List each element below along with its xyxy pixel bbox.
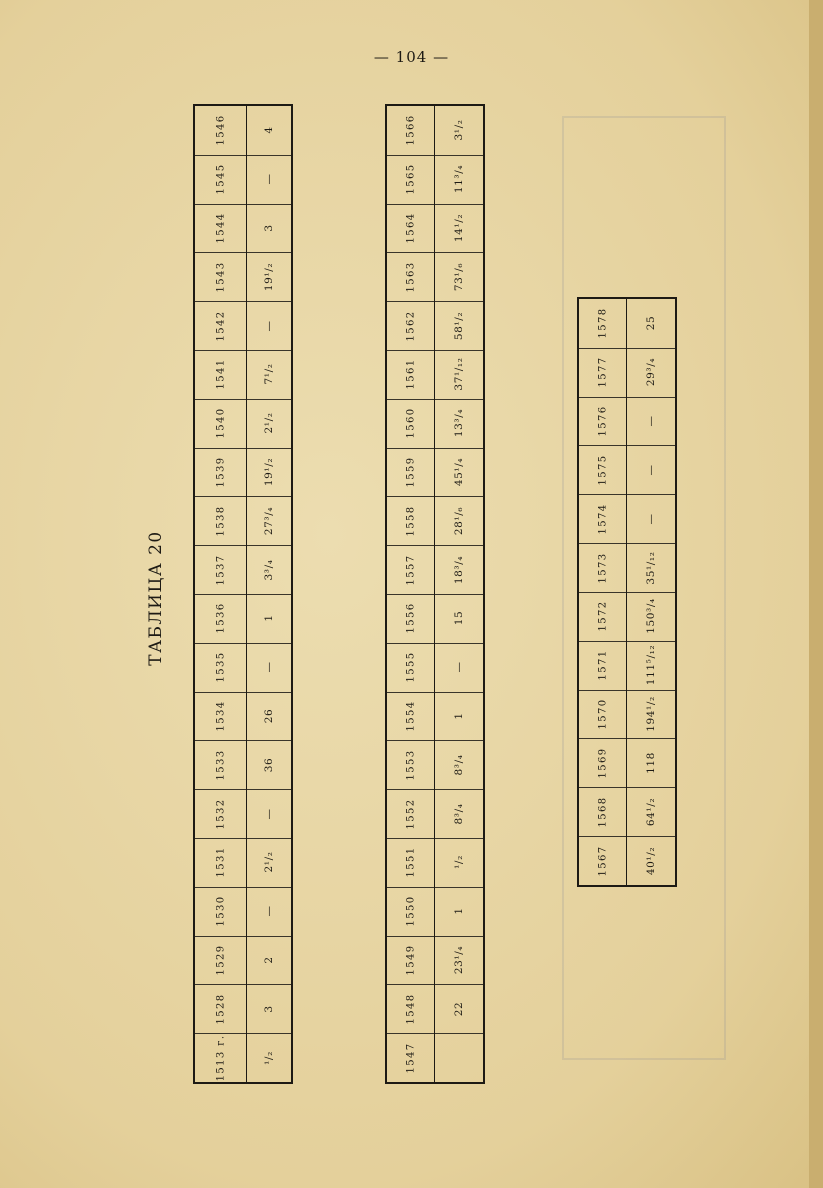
value-cell (435, 789, 483, 839)
value-label: 1 (263, 614, 275, 623)
value-cell (247, 252, 291, 302)
value-label: — (263, 808, 275, 820)
year-label: 1561 (405, 358, 416, 390)
year-cell (387, 301, 434, 351)
year-cell (387, 399, 434, 449)
value-cell (627, 592, 675, 642)
value-cell (247, 545, 291, 595)
year-label: 1571 (597, 649, 608, 681)
year-cell (579, 739, 626, 789)
year-cell (387, 789, 434, 839)
year-cell (195, 1033, 246, 1082)
years-row (579, 299, 627, 885)
value-label: 2 (263, 956, 275, 964)
year-label: 1576 (597, 405, 608, 437)
values-row (435, 106, 483, 1082)
year-cell (195, 545, 246, 595)
year-cell (387, 545, 434, 595)
value-label: 64¹/₂ (645, 797, 657, 826)
year-label: 1563 (405, 261, 416, 293)
year-cell (387, 448, 434, 498)
value-cell (435, 496, 483, 546)
value-label: — (263, 905, 275, 917)
year-label: 1533 (215, 749, 226, 781)
year-cell (195, 106, 246, 156)
year-cell (579, 446, 626, 496)
year-label: 1566 (405, 114, 416, 146)
year-label: 1573 (597, 552, 608, 584)
value-label: 36 (263, 757, 275, 773)
value-cell (247, 789, 291, 839)
year-label: 1553 (405, 749, 416, 781)
value-cell (435, 692, 483, 742)
value-label: 3 (263, 224, 275, 232)
value-label: 150³/₄ (645, 598, 657, 635)
year-cell (195, 594, 246, 644)
year-cell (387, 350, 434, 400)
year-cell (195, 350, 246, 400)
table-title: ТАБЛИЦА 20 (146, 530, 166, 666)
value-cell (247, 350, 291, 400)
value-cell (435, 887, 483, 937)
year-label: 1555 (405, 651, 416, 683)
values-row (627, 299, 675, 885)
value-label: — (263, 173, 275, 185)
value-cell (435, 594, 483, 644)
value-label: 35¹/₁₂ (645, 550, 657, 585)
year-cell (195, 984, 246, 1034)
year-cell (195, 692, 246, 742)
year-label: 1560 (405, 407, 416, 439)
value-label: 2¹/₂ (263, 412, 275, 434)
year-label: 1554 (405, 700, 416, 732)
year-cell (579, 348, 626, 398)
years-row (387, 106, 435, 1082)
year-label: 1545 (215, 163, 226, 195)
value-cell (435, 545, 483, 595)
year-label: 1546 (215, 114, 226, 146)
value-cell (247, 301, 291, 351)
year-cell (195, 838, 246, 888)
year-label: 1536 (215, 602, 226, 634)
year-cell (579, 641, 626, 691)
year-label: 1534 (215, 700, 226, 732)
value-label: 3³/₄ (263, 559, 275, 581)
year-label: 1530 (215, 895, 226, 927)
value-label: 27³/₄ (263, 506, 275, 535)
year-cell (579, 787, 626, 837)
value-label: 118 (645, 751, 657, 774)
value-cell (627, 543, 675, 593)
year-label: 1558 (405, 505, 416, 537)
value-label: 25 (645, 316, 657, 331)
year-label: 1565 (405, 163, 416, 195)
value-cell (247, 936, 291, 986)
value-cell (627, 641, 675, 691)
year-cell (387, 594, 434, 644)
year-label: 1544 (215, 212, 226, 244)
value-cell (247, 594, 291, 644)
year-cell (387, 692, 434, 742)
value-label: 8³/₄ (453, 754, 465, 776)
year-label: 1547 (405, 1042, 416, 1074)
year-label: 1557 (405, 554, 416, 586)
value-label: — (645, 415, 657, 427)
value-label: 194¹/₂ (645, 696, 657, 732)
year-label: 1562 (405, 310, 416, 342)
value-label: 11³/₄ (453, 165, 465, 194)
year-label: 1548 (405, 993, 416, 1025)
value-label: 45¹/₄ (453, 457, 465, 487)
value-cell (247, 692, 291, 742)
year-cell (579, 494, 626, 544)
value-label: 37¹/₁₂ (453, 357, 465, 391)
value-cell (627, 299, 675, 349)
value-label: 13³/₄ (453, 409, 465, 438)
year-cell (387, 936, 434, 986)
year-label: 1575 (597, 454, 608, 486)
value-cell (435, 106, 483, 156)
year-label: 1569 (597, 747, 608, 779)
table-1547-1566 (385, 104, 485, 1084)
value-cell (435, 838, 483, 888)
value-cell (247, 204, 291, 254)
year-cell (195, 399, 246, 449)
page-edge (809, 0, 823, 1188)
value-label: 3 (263, 1005, 275, 1013)
value-cell (627, 690, 675, 740)
year-label: 1528 (215, 993, 226, 1025)
year-label: 1541 (215, 358, 226, 390)
value-cell (435, 204, 483, 254)
year-label: 1559 (405, 456, 416, 488)
value-label: 23¹/₄ (453, 945, 465, 975)
value-label: — (645, 464, 657, 476)
value-cell (247, 496, 291, 546)
year-label: 1578 (597, 307, 608, 339)
value-label: 1 (453, 907, 465, 915)
year-cell (195, 301, 246, 351)
value-label: 8³/₄ (453, 803, 465, 825)
year-label: 1542 (215, 310, 226, 342)
value-label: 14¹/₂ (453, 213, 465, 243)
value-label: 3¹/₂ (453, 119, 465, 141)
year-label: 1577 (597, 356, 608, 388)
year-cell (195, 740, 246, 790)
year-label: 1556 (405, 602, 416, 634)
value-label: ¹/₂ (263, 1050, 275, 1065)
value-cell (247, 399, 291, 449)
value-label: — (263, 320, 275, 332)
value-cell (627, 787, 675, 837)
value-cell (247, 838, 291, 888)
value-label: 58¹/₂ (453, 311, 465, 340)
value-label: — (453, 661, 465, 673)
value-label: — (645, 513, 657, 525)
value-cell (247, 740, 291, 790)
value-cell (247, 155, 291, 205)
value-label: 15 (453, 611, 465, 626)
year-label: 1564 (405, 212, 416, 244)
year-label: 1531 (215, 846, 226, 878)
year-label: 1552 (405, 798, 416, 830)
table-1513-1546 (193, 104, 293, 1084)
value-label: — (263, 661, 275, 673)
value-cell (435, 643, 483, 693)
value-cell (247, 984, 291, 1034)
value-label: 19¹/₂ (263, 457, 275, 487)
year-label: 1574 (597, 503, 608, 535)
value-cell (435, 301, 483, 351)
page-number: — 104 — (373, 48, 450, 66)
year-cell (387, 984, 434, 1034)
value-cell (435, 399, 483, 449)
value-cell (435, 984, 483, 1034)
year-label: 1543 (215, 261, 226, 293)
year-label: 1513 г. (215, 1034, 226, 1082)
year-label: 1549 (405, 944, 416, 976)
year-label: 1529 (215, 944, 226, 976)
year-cell (195, 887, 246, 937)
value-label: ¹/₂ (453, 855, 465, 870)
year-label: 1540 (215, 407, 226, 439)
year-label: 1537 (215, 554, 226, 586)
years-row (195, 106, 247, 1082)
value-cell (247, 106, 291, 156)
year-cell (387, 1033, 434, 1082)
value-label: 2¹/₂ (263, 851, 275, 873)
value-label: 26 (263, 708, 275, 724)
table-1567-1578 (577, 297, 677, 887)
year-cell (387, 155, 434, 205)
value-label: 40¹/₂ (645, 846, 657, 875)
year-cell (579, 690, 626, 740)
year-cell (387, 838, 434, 888)
year-cell (387, 643, 434, 693)
value-cell (627, 836, 675, 885)
value-cell (627, 397, 675, 447)
year-label: 1567 (597, 845, 608, 877)
value-cell (247, 887, 291, 937)
value-label: 73¹/₆ (453, 262, 465, 291)
value-cell (435, 155, 483, 205)
value-cell (247, 448, 291, 498)
year-cell (579, 592, 626, 642)
year-cell (579, 836, 626, 885)
year-cell (195, 789, 246, 839)
value-cell (435, 936, 483, 986)
year-cell (387, 887, 434, 937)
year-cell (579, 543, 626, 593)
value-cell (435, 1033, 483, 1082)
year-cell (195, 496, 246, 546)
values-row (247, 106, 291, 1082)
year-cell (387, 204, 434, 254)
year-cell (387, 496, 434, 546)
value-cell (435, 350, 483, 400)
year-cell (387, 252, 434, 302)
value-label: 28¹/₆ (453, 506, 465, 535)
year-cell (195, 252, 246, 302)
year-cell (195, 448, 246, 498)
year-label: 1550 (405, 895, 416, 927)
value-label: 111⁵/₁₂ (645, 645, 657, 686)
year-label: 1539 (215, 456, 226, 488)
value-label: 18³/₄ (453, 555, 465, 584)
value-cell (627, 494, 675, 544)
value-cell (435, 448, 483, 498)
value-label: 22 (453, 1001, 465, 1017)
year-cell (579, 397, 626, 447)
year-label: 1535 (215, 651, 226, 683)
year-label: 1532 (215, 798, 226, 830)
year-cell (195, 155, 246, 205)
value-label: 1 (453, 712, 465, 720)
value-cell (435, 252, 483, 302)
value-label: 4 (263, 126, 275, 135)
year-cell (195, 936, 246, 986)
value-cell (627, 446, 675, 496)
year-label: 1572 (597, 600, 608, 632)
year-label: 1538 (215, 505, 226, 537)
value-cell (247, 643, 291, 693)
value-label: 29³/₄ (645, 358, 657, 387)
year-label: 1568 (597, 796, 608, 828)
year-cell (195, 643, 246, 693)
value-cell (247, 1033, 291, 1082)
value-cell (627, 348, 675, 398)
value-cell (627, 739, 675, 789)
year-label: 1551 (405, 846, 416, 878)
value-label: 7¹/₂ (263, 363, 275, 385)
year-cell (195, 204, 246, 254)
year-cell (387, 106, 434, 156)
year-cell (387, 740, 434, 790)
year-label: 1570 (597, 698, 608, 730)
value-cell (435, 740, 483, 790)
value-label: 19¹/₂ (263, 262, 275, 291)
year-cell (579, 299, 626, 349)
